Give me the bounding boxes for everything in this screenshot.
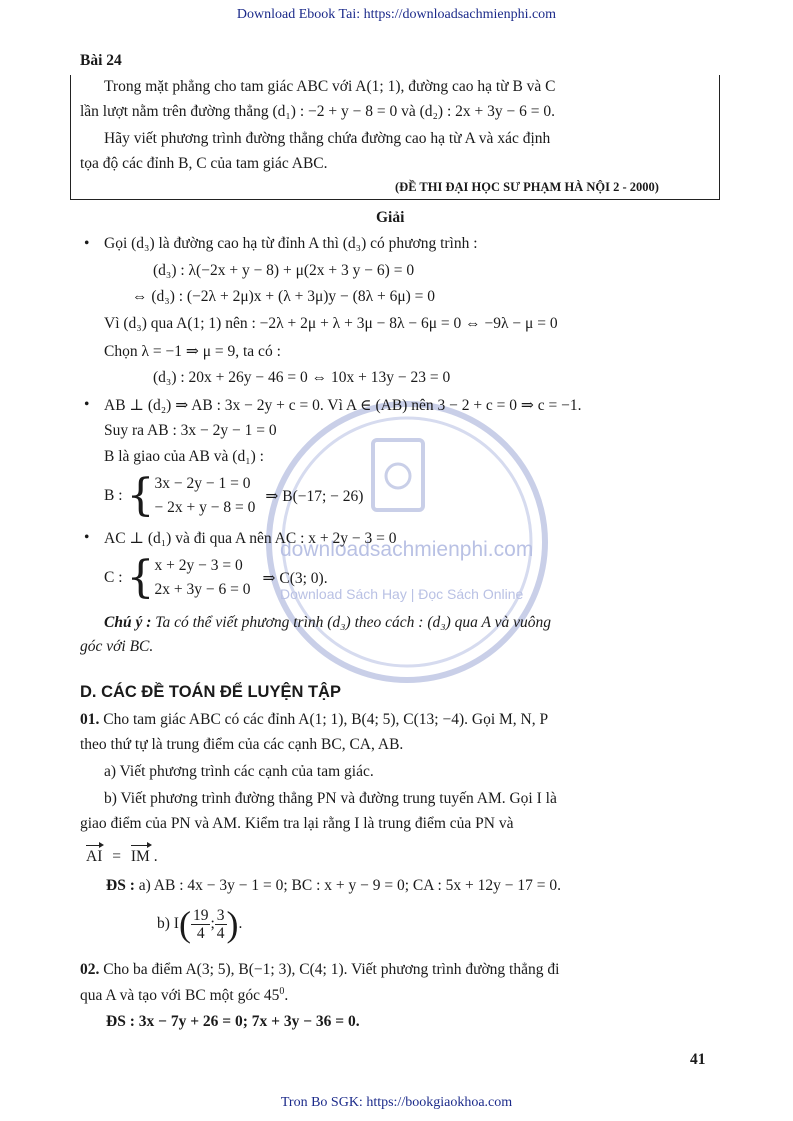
sol-line-7: AB ⊥ (d₂) ⇒ AB : 3x − 2y + c = 0. Vì A ∈ (AB) nên 3 − 2 + c = 0 ⇒ c = −1. [104,397,582,414]
brace-c: { [126,552,155,603]
page-number: 41 [690,1051,706,1068]
p01-answer-label: ĐS : [106,877,135,894]
p01-number: 01. [80,711,100,728]
watermark-name: downloadsachmienphi.com [280,538,534,561]
p01-line-1 [80,711,548,729]
header-link[interactable]: Download Ebook Tai: https://downloadsachmienphi.com [236,7,557,22]
bullet-2: • [84,396,90,413]
p02-answer-label: ĐS : [106,1013,135,1030]
system-c-label: C : [104,569,123,586]
exercise-title: Bài 24 [80,52,122,69]
sol-line-3: ⇔ (d₃) : (−2λ + 2μ)x + (λ + 3μ)y − (8λ + 6μ) = 0 [132,288,436,305]
p02-text-2-end: . [284,987,289,1005]
sol-line-6: (d₃) : 20x + 26y − 46 = 0 ⇔ 10x + 13y − 23 = 0 [153,369,451,386]
fraction-1-denominator: 4 [196,924,205,942]
p02-answer [106,1013,360,1031]
vector-equals: = [112,848,121,865]
p02-number: 02. [80,961,100,978]
p02-text-1: Cho ba điểm A(3; 5), B(−1; 3), C(4; 1). Viết phương trình đường thẳng đi [103,961,560,978]
system-b-eq2: − 2x + y − 8 = 0 [154,499,256,516]
system-c-result: ⇒ C(3; 0). [262,569,328,587]
p01-answer-b-end: . [238,915,243,932]
p02-line-1 [80,961,559,979]
p01-vector-eq [86,848,158,866]
p02-answer-text: 3x − 7y + 26 = 0; 7x + 3y − 36 = 0. [138,1013,360,1030]
bullet-1: • [84,235,90,252]
note-text-1: Ta có thể viết phương trình (d₃) theo cách : (d₃) qua A và vuông [155,614,551,631]
p01-answer-b-prefix: b) I [157,915,179,932]
system-c-eq2: 2x + 3y − 6 = 0 [154,581,251,598]
system-b [104,470,363,522]
paren-close: ) [226,904,239,944]
system-b-label: B : [104,487,123,504]
p01-answer-b [157,900,242,948]
problem-source: (ĐỀ THI ĐẠI HỌC SƯ PHẠM HÀ NỘI 2 - 2000) [395,180,659,194]
sol-line-5: Chọn λ = −1 ⇒ μ = 9, ta có : [104,343,281,360]
fraction-1-numerator: 19 [192,906,209,924]
sol-line-8: Suy ra AB : 3x − 2y − 1 = 0 [104,422,277,439]
vector-period: . [153,848,158,865]
problem-line-2: lần lượt nằm trên đường thẳng (d₁) : −2 + y − 8 = 0 và (d₂) : 2x + 3y − 6 = 0. [80,103,555,120]
sol-line-10: AC ⊥ (d₁) và đi qua A nên AC : x + 2y − 3 = 0 [104,530,397,547]
p01-answer-a [106,877,561,895]
sol-line-9: B là giao của AB và (d₁) : [104,448,264,465]
vector-im: IM [130,848,150,865]
fraction-separator: ; [210,915,215,932]
system-b-eqs [155,472,256,520]
p01-line-2: theo thứ tự là trung điểm của các cạnh BC, CA, AB. [80,736,404,753]
p01-part-a: a) Viết phương trình các cạnh của tam giác. [104,763,374,780]
brace-b: { [126,470,155,521]
p01-text-1: Cho tam giác ABC có các đỉnh A(1; 1), B(4; 5), C(13; −4). Gọi M, N, P [103,711,549,728]
section-heading: D. CÁC ĐỀ TOÁN ĐỂ LUYỆN TẬP [80,683,341,701]
p02-line-2 [80,986,288,1005]
problem-line-1: Trong mặt phẳng cho tam giác ABC với A(1; 1), đường cao hạ từ B và C [104,78,556,95]
paren-open: ( [178,904,191,944]
system-b-result: ⇒ B(−17; − 26) [265,487,364,505]
problem-line-3: Hãy viết phương trình đường thẳng chứa đường cao hạ từ A và xác định [104,130,551,147]
p02-text-2: qua A và tạo với BC một góc 45 [80,987,280,1005]
vector-ai: AI [86,848,103,865]
fraction-1 [191,907,211,942]
fraction-2-denominator: 4 [216,924,225,942]
system-c-eq1: x + 2y − 3 = 0 [154,557,243,574]
degree-sup: 0 [279,986,285,997]
system-b-eq1: 3x − 2y − 1 = 0 [154,475,251,492]
solution-heading: Giải [376,209,405,226]
p01-part-b-2: giao điểm của PN và AM. Kiểm tra lại rằng I là trung điểm của PN và [80,815,514,832]
watermark-tagline: Download Sách Hay | Đọc Sách Online [280,586,524,602]
sol-line-2: (d₃) : λ(−2x + y − 8) + μ(2x + 3 y − 6) = 0 [153,262,415,279]
fraction-2 [215,907,227,942]
note-line-1 [104,614,551,632]
note-line-2: góc với BC. [80,638,154,655]
p01-part-b-1: b) Viết phương trình đường thẳng PN và đường trung tuyến AM. Gọi I là [104,790,557,807]
footer-link[interactable]: Tron Bo SGK: https://bookgiaokhoa.com [280,1095,513,1110]
fraction-2-numerator: 3 [216,906,225,924]
p01-answer-a-text: a) AB : 4x − 3y − 1 = 0; BC : x + y − 9 = 0; CA : 5x + 12y − 17 = 0. [138,877,562,894]
system-c [104,552,328,604]
bullet-3: • [84,529,90,546]
sol-line-1: Gọi (d₃) là đường cao hạ từ đỉnh A thì (d₃) có phương trình : [104,235,478,252]
problem-line-4: tọa độ các đỉnh B, C của tam giác ABC. [80,155,328,172]
system-c-eqs [155,554,251,602]
sol-line-4: Vì (d₃) qua A(1; 1) nên : −2λ + 2μ + λ + 3μ − 8λ − 6μ = 0 ⇔ −9λ − μ = 0 [104,315,558,332]
note-label: Chú ý : [104,614,152,631]
